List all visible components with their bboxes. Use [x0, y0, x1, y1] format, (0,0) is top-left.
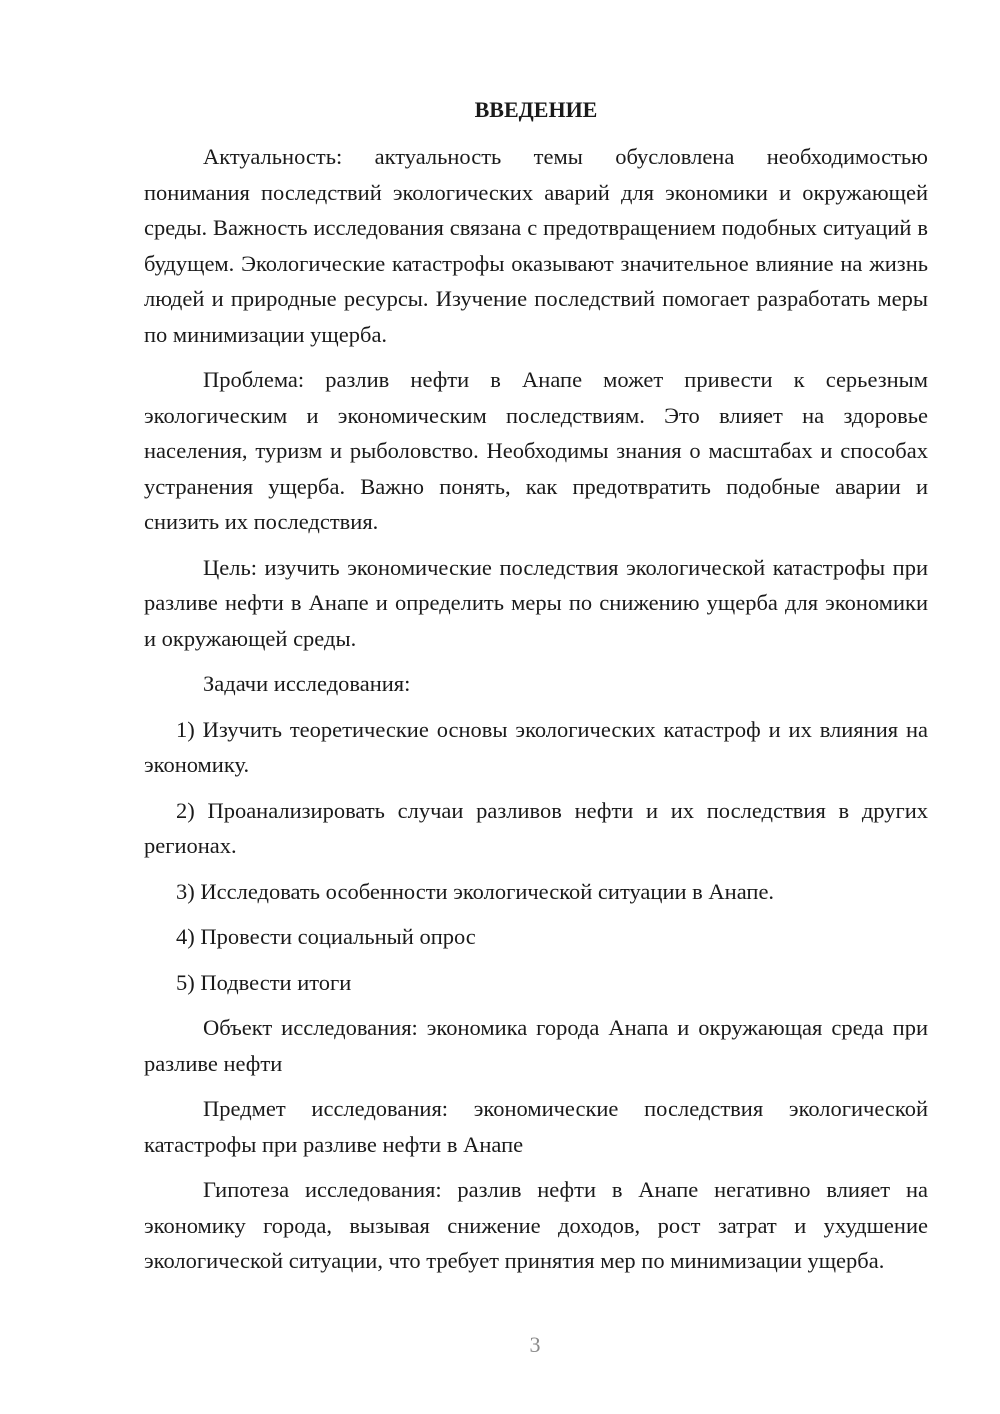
page-number: 3 — [529, 1332, 541, 1357]
object-paragraph: Объект исследования: экономика города Анапа и окружающая среда при разливе нефти — [144, 1015, 928, 1076]
task-item: 4) Провести социальный опрос — [176, 924, 476, 949]
section-heading: ВВЕДЕНИЕ — [474, 97, 598, 122]
subject-paragraph: Предмет исследования: экономические последствия экологической катастрофы при разливе нефти в Анапе — [144, 1096, 928, 1157]
tasks-list — [144, 712, 928, 1001]
relevance-paragraph: Актуальность: актуальность темы обусловлена необходимостью понимания последствий экологических аварий для экономики и окружающей среды. Важность исследования связана с предотвращением подобных ситуаций в будущем. Экологические катастрофы оказывают значительное влияние на жизнь людей и природные ресурсы. Изучение последствий помогает разработать меры по минимизации ущерба. — [144, 144, 928, 347]
task-item: 1) Изучить теоретические основы экологических катастроф и их влияния на экономику. — [144, 716, 928, 777]
tasks-intro: Задачи исследования: — [203, 671, 411, 696]
task-item: 2) Проанализировать случаи разливов нефти и их последствия в других регионах. — [144, 797, 928, 858]
goal-paragraph: Цель: изучить экономические последствия экологической катастрофы при разливе нефти в Анапе и определить меры по снижению ущерба для экономики и окружающей среды. — [144, 554, 928, 651]
problem-paragraph: Проблема: разлив нефти в Анапе может привести к серьезным экологическим и экономическим последствиям. Это влияет на здоровье населения, туризм и рыболовство. Необходимы знания о масштабах и способах устранения ущерба. Важно понять, как предотвратить подобные аварии и снизить их последствия. — [144, 367, 928, 534]
task-item: 3) Исследовать особенности экологической ситуации в Анапе. — [176, 878, 775, 904]
task-item: 5) Подвести итоги — [176, 969, 352, 995]
hypothesis-paragraph: Гипотеза исследования: разлив нефти в Анапе негативно влияет на экономику города, вызывая снижение доходов, рост затрат и ухудшение экологической ситуации, что требует принятия мер по минимизации ущерба. — [144, 1177, 928, 1273]
page-content — [144, 92, 928, 1289]
